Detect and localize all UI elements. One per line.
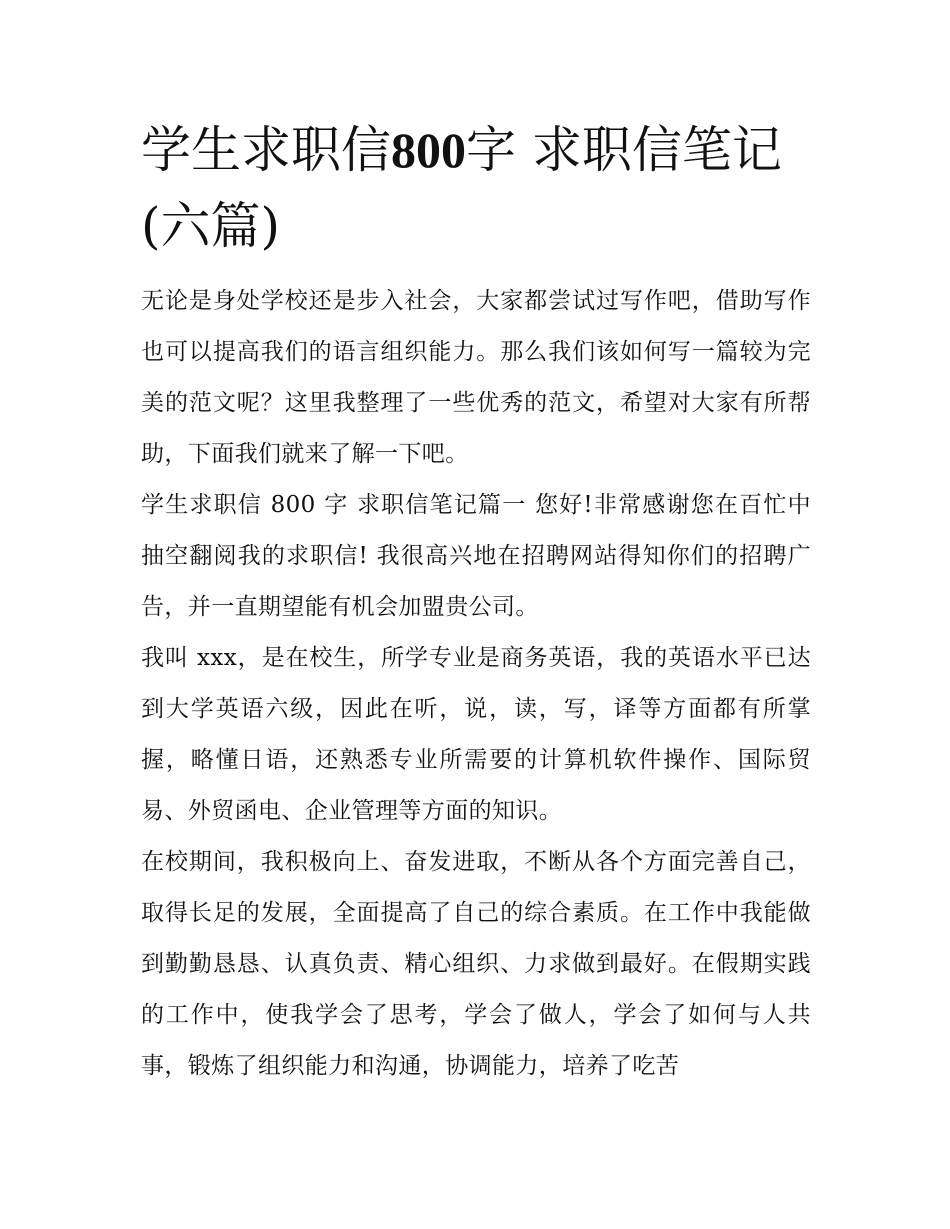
paragraph-greeting: 学生求职信 800 字 求职信笔记篇一 您好!非常感谢您在百忙中抽空翻阅我的求职信! 我很高兴地在招聘网站得知你们的招聘广告，并一直期望能有机会加盟贵公司。 <box>141 492 811 620</box>
paragraph-school-experience: 在校期间，我积极向上、奋发进取，不断从各个方面完善自己，取得长足的发展，全面提高了自己的综合素质。在工作中我能做到勤勤恳恳、认真负责、精心组织、力求做到最好。在假期实践的工作中，使我学会了思考，学会了做人，学会了如何与人共事，锻炼了组织能力和沟通，协调能力，培养了吃苦 <box>141 849 811 1079</box>
document-title <box>141 112 811 264</box>
paragraph-self-introduction: 我叫 xxx，是在校生，所学专业是商务英语，我的英语水平已达到大学英语六级，因此在听，说，读，写，译等方面都有所掌握，略懂日语，还熟悉专业所需要的计算机软件操作、国际贸易、外贸函电、企业管理等方面的知识。 <box>141 645 811 824</box>
title-part-2: 字 求职信笔记(六篇) <box>141 121 782 255</box>
title-number: 800 <box>391 122 466 178</box>
title-part-1: 学生求职信 <box>141 121 391 179</box>
document-body <box>141 112 811 1092</box>
paragraph-intro: 无论是身处学校还是步入社会，大家都尝试过写作吧，借助写作也可以提高我们的语言组织能力。那么我们该如何写一篇较为完美的范文呢？这里我整理了一些优秀的范文，希望对大家有所帮助，下面我们就来了解一下吧。 <box>141 288 811 467</box>
